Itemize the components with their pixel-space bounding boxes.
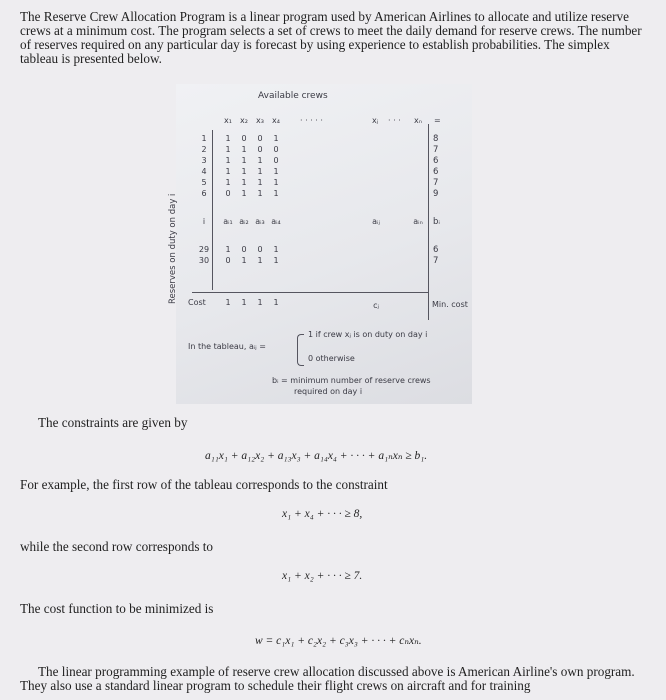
rhs-value: 9 [433,189,439,199]
cost-cell: 1 [257,298,263,307]
col-header-xj: xⱼ [372,116,379,125]
definition-intro: In the tableau, aᵢⱼ = [188,342,266,351]
cost-cell: 1 [225,298,231,307]
definition-case-2: 0 otherwise [308,354,355,363]
tableau-cell: 1 [273,245,279,254]
col-header-dots-2: · · · [388,116,401,125]
tableau-cell: 1 [257,256,263,265]
col-header-x3: x₃ [256,116,264,125]
col-header-dots: · · · · · [300,116,323,125]
rhs-value: bᵢ [433,217,440,227]
row-label: 3 [201,156,207,165]
tableau-cell: 0 [225,256,231,265]
tableau-cell: 1 [241,189,247,198]
closing-paragraph: The linear programming example of reserve crew allocation discussed above is American Airline's own program. They also use a standard linear program to schedule their flight crews on aircraft and for training [20,664,635,693]
row-label: 6 [201,189,207,198]
col-header-xn: xₙ [414,116,422,125]
row-label: i [202,217,206,226]
cost-function: w = c₁x₁ + c₂x₂ + c₃x₃ + · · · + cₙxₙ. [255,635,422,647]
rhs-rule [428,124,429,320]
rhs-value: 8 [433,134,439,144]
row-label: 30 [198,256,210,265]
tableau-cell: 1 [257,189,263,198]
example-text: For example, the first row of the tableau corresponds to the constraint [20,477,388,492]
constraint-general: a₁₁x₁ + a₁₂x₂ + a₁₃x₃ + a₁₄x₄ + · · · + a₁ₙxₙ ≥ b₁. [205,450,428,462]
tableau-cell: 1 [257,156,263,165]
y-axis-label: Reserves on duty on day i [168,193,178,304]
col-header-x4: x₄ [272,116,280,125]
cost-rule [192,292,428,293]
cost-cell: cⱼ [373,301,379,310]
tableau-cell: aᵢ₄ [271,217,281,226]
cost-cell: 1 [241,298,247,307]
constraint-row-2: x₁ + x₂ + · · · ≥ 7. [282,570,363,582]
tableau-cell: 1 [225,178,231,187]
tableau-cell: 1 [273,189,279,198]
rhs-value: 7 [433,145,439,155]
tableau-cell: 1 [241,178,247,187]
rhs-value: 6 [433,156,439,166]
tableau-cell: 1 [241,145,247,154]
tableau-cell: 1 [241,167,247,176]
row-label: 29 [198,245,210,254]
objective-label: Min. cost [432,300,468,309]
tableau-cell: 1 [257,167,263,176]
tableau-cell: 0 [257,245,263,254]
cost-cell: 1 [273,298,279,307]
definition-b-2: required on day i [294,387,363,396]
rhs-value: 7 [433,256,439,266]
rhs-value: 6 [433,167,439,177]
tableau-header: Available crews [258,91,328,101]
tableau-cell: aᵢₙ [413,217,423,226]
col-header-x1: x₁ [224,116,232,125]
row-label: 1 [201,134,207,143]
tableau-cell: 0 [257,134,263,143]
left-rule [212,130,213,290]
tableau-cell: 0 [225,189,231,198]
rhs-value: 6 [433,245,439,255]
tableau-cell: 1 [273,167,279,176]
tableau-cell: 0 [273,156,279,165]
tableau-cell: 1 [241,256,247,265]
definition-b: bᵢ = minimum number of reserve crews [272,376,431,385]
constraint-row-1: x₁ + x₄ + · · · ≥ 8, [282,508,363,520]
while-text: while the second row corresponds to [20,539,214,554]
cost-intro: The cost function to be minimized is [20,601,214,616]
tableau-cell: 0 [273,145,279,154]
tableau-cell: 1 [257,178,263,187]
tableau-cell: 0 [241,134,247,143]
tableau-cell: 1 [225,145,231,154]
tableau-cell: 1 [225,167,231,176]
col-header-x2: x₂ [240,116,248,125]
cost-label: Cost [188,298,206,307]
intro-paragraph: The Reserve Crew Allocation Program is a linear program used by American Airlines to allocate and utilize reserve crews at a minimum cost. The program selects a set of crews to meet the daily demand for reserve crews. The number of reserves required on any particular day is forecast by using experience to establish probabilities. The simplex tableau is presented below. [20,9,642,66]
tableau-cell: 1 [273,178,279,187]
definition-case-1: 1 if crew xⱼ is on duty on day i [308,330,428,339]
tableau-cell: 1 [241,156,247,165]
row-label: 4 [201,167,207,176]
tableau-cell: 1 [273,256,279,265]
tableau-photo [168,84,472,404]
tableau-cell: 1 [225,156,231,165]
tableau-cell: 0 [241,245,247,254]
tableau-cell: 1 [273,134,279,143]
tableau-cell: aᵢ₁ [223,217,233,226]
row-label: 5 [201,178,207,187]
rhs-header: = [434,116,441,125]
definition-brace [297,334,304,366]
tableau-cell: 1 [225,134,231,143]
tableau-cell: aᵢ₃ [255,217,265,226]
rhs-value: 7 [433,178,439,188]
tableau-cell: 0 [257,145,263,154]
tableau-cell: 1 [225,245,231,254]
tableau-cell: aᵢⱼ [372,217,380,226]
constraints-intro: The constraints are given by [38,415,188,430]
row-label: 2 [201,145,207,154]
tableau-cell: aᵢ₂ [239,217,249,226]
